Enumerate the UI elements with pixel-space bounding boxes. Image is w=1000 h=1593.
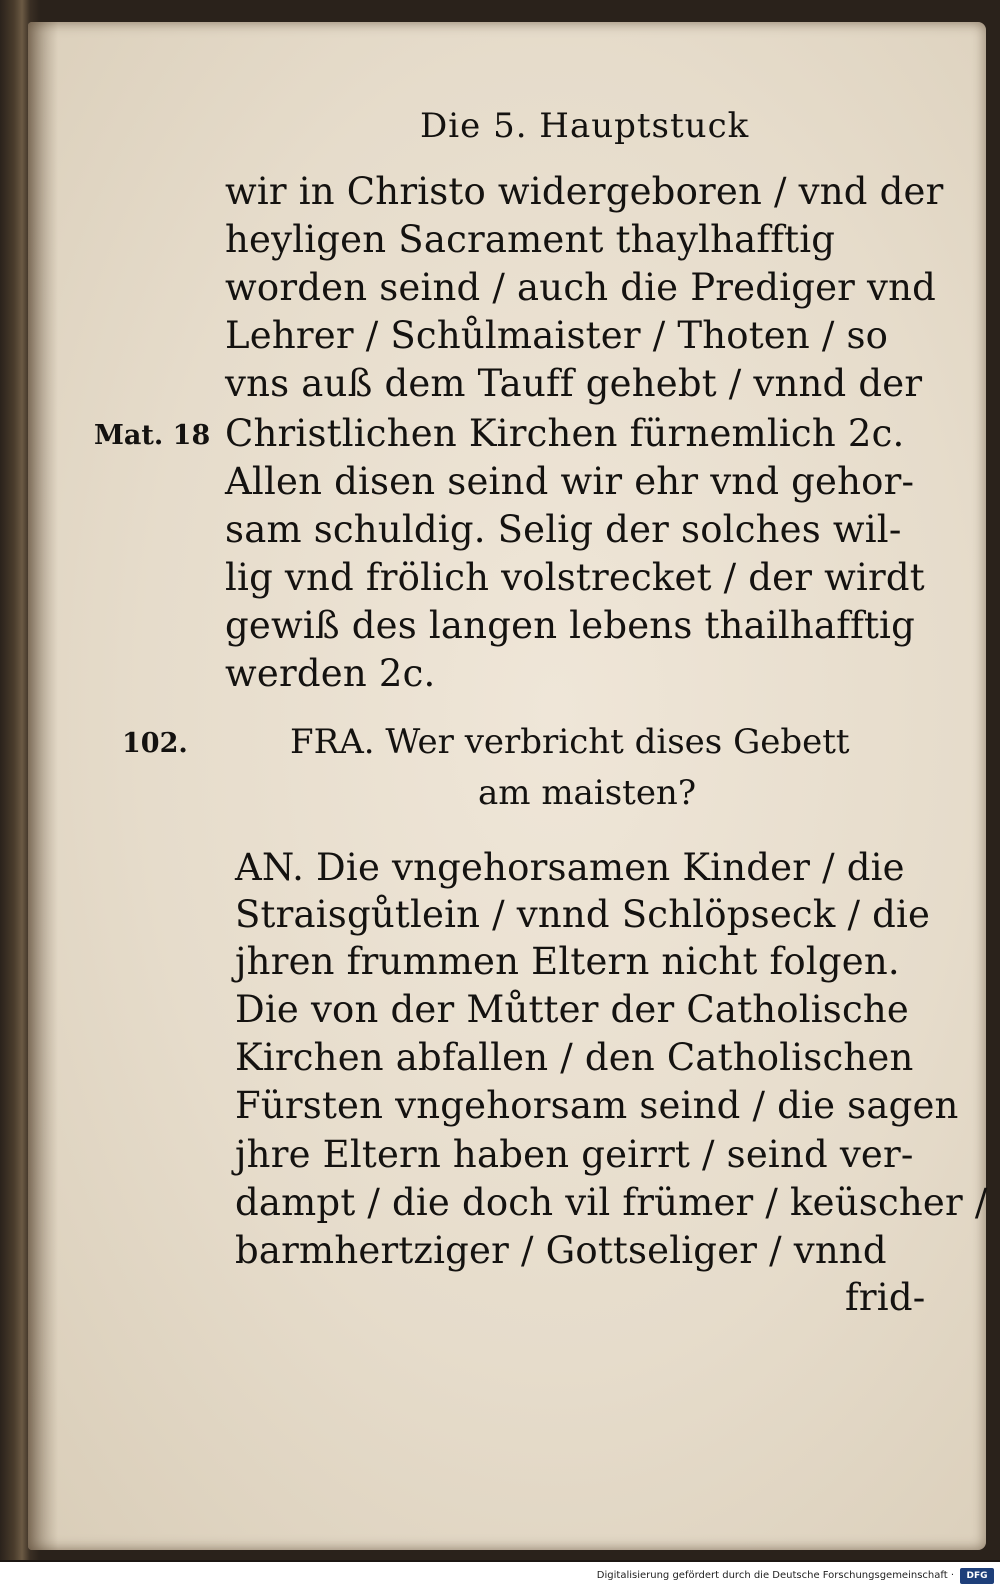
text-line: werden 2c.	[225, 652, 436, 695]
text-line: worden seind / auch die Prediger vnd	[225, 266, 937, 309]
question-heading: FRA. Wer verbricht dises Gebett	[290, 722, 850, 762]
gutter-shadow	[28, 22, 58, 1550]
text-line: gewiß des langen lebens thailhafftig	[225, 604, 915, 647]
running-header: Die 5. Hauptstuck	[420, 106, 750, 146]
text-line: jhren frummen Eltern nicht folgen.	[235, 940, 900, 983]
text-line: Lehrer / Schůlmaister / Thoten / so	[225, 314, 889, 357]
margin-reference: Mat. 18	[94, 420, 211, 451]
catchword: frid-	[845, 1276, 926, 1319]
text-line: Kirchen abfallen / den Catholischen	[235, 1036, 914, 1079]
footer-bar	[0, 1562, 1000, 1593]
text-line: wir in Christo widergeboren / vnd der	[225, 170, 944, 213]
text-line: vns auß dem Tauff gehebt / vnnd der	[225, 362, 923, 405]
question-heading-continued: am maisten?	[478, 773, 697, 813]
funding-note: Digitalisierung gefördert durch die Deutsche Forschungsgemeinschaft ·	[596, 1570, 954, 1581]
text-line: dampt / die doch vil frümer / keüscher /	[235, 1181, 988, 1224]
text-line: heyligen Sacrament thaylhafftig	[225, 218, 836, 261]
text-line: Straisgůtlein / vnnd Schlöpseck / die	[235, 893, 931, 936]
text-line: Christlichen Kirchen fürnemlich 2c.	[225, 412, 905, 455]
text-line: jhre Eltern haben geirrt / seind ver-	[235, 1133, 914, 1176]
text-line: AN. Die vngehorsamen Kinder / die	[235, 846, 905, 889]
question-number: 102.	[122, 728, 188, 759]
text-line: Fürsten vngehorsam seind / die sagen	[235, 1084, 959, 1127]
text-line: sam schuldig. Selig der solches wil-	[225, 508, 902, 551]
text-line: Die von der Můtter der Catholische	[235, 988, 910, 1031]
dfg-logo: DFG	[960, 1568, 994, 1584]
text-line: barmhertziger / Gottseliger / vnnd	[235, 1229, 887, 1272]
text-line: lig vnd frölich volstrecket / der wirdt	[225, 556, 925, 599]
text-line: Allen disen seind wir ehr vnd gehor-	[225, 460, 915, 503]
